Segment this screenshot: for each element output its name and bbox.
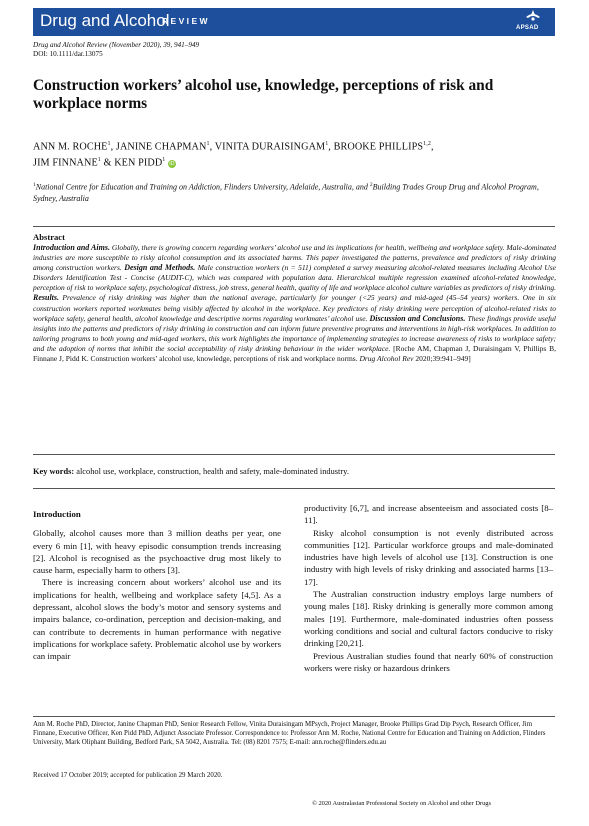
journal-name: Drug and Alcohol	[40, 11, 170, 30]
copyright-notice: © 2020 Australasian Professional Society on Alcohol and other Drugs	[312, 800, 491, 807]
paragraph: Previous Australian studies found that nearly 60% of construction workers were risky or hazardous drinkers	[304, 650, 553, 673]
author-affiliation-mark: 1	[206, 141, 210, 147]
doi-link[interactable]: DOI: 10.1111/dar.13075	[33, 50, 103, 58]
author-name[interactable]: VINITA DURAISINGAM	[214, 141, 326, 153]
abstract-bottom-rule	[33, 454, 555, 455]
body-column-left	[33, 508, 281, 663]
affiliation-1: National Centre for Education and Training on Addiction, Flinders University, Adelaide, Australia, and	[35, 182, 370, 192]
journal-citation: Drug and Alcohol Review (November 2020), 39, 941–949	[33, 41, 200, 49]
author-name[interactable]: JANINE CHAPMAN	[115, 141, 207, 153]
abstract-label-intro: Introduction and Aims.	[33, 243, 110, 252]
apsad-logo-icon	[522, 9, 544, 23]
paragraph: Risky alcohol consumption is not evenly distributed across communities [12]. Particular workforce groups and male-dominated industries have high levels of alcohol use [13]. Construction is one industry with high levels of risky drinking and associated harms [13–17].	[304, 527, 553, 587]
footnote-rule	[33, 716, 555, 717]
abstract-body	[33, 243, 556, 364]
paragraph: There is increasing concern about workers’ alcohol use and its implications for health, wellbeing and workplace safety [4,5]. As a depressant, alcohol slows the body’s motor and sensory systems and impairs balance, co-ordination, perception and decision-making, and can contribute to decrements in human performance with negative implications for workplace safety. Problematic alcohol use by workers can impair	[33, 577, 281, 662]
author-list: ANN M. ROCHE$^1$, JANINE CHAPMAN$^1$, VINITA DURAISINGAM$^1$, BROOKE PHILLIPS$^{1,2}$, JIM FINNANE$^1$ & KEN PIDD$^1$ iD	[33, 141, 434, 169]
keywords	[33, 466, 556, 477]
apsad-logo-text: APSAD	[516, 25, 539, 31]
paragraph: productivity [6,7], and increase absenteeism and associated costs [8–11].	[304, 503, 553, 526]
author-name[interactable]: BROOKE PHILLIPS	[333, 141, 424, 153]
affiliation-2: Building Trades Group Drug and Alcohol Program, Sydney, Australia	[33, 182, 539, 204]
affiliations	[33, 180, 558, 205]
abstract-citation: [Roche AM, Chapman J, Duraisingam V, Phillips B, Finnane J, Pidd K. Construction workers’ alcohol use, knowledge, perceptions of risk and workplace norms.	[33, 343, 556, 364]
author-affiliation-mark: 1	[325, 141, 329, 147]
affiliation-number: 1	[33, 182, 36, 188]
author-affiliation-mark: 1	[162, 157, 166, 164]
section-heading-introduction: Introduction	[33, 509, 81, 519]
abstract-top-rule	[33, 226, 555, 227]
author-name[interactable]: KEN PIDD	[114, 157, 163, 169]
orcid-icon[interactable]: iD	[169, 160, 175, 167]
abstract-design: Male construction workers (n = 511) completed a survey measuring alcohol-related measures including Alcohol Use Disorders Identification Test - Concise (AUDIT-C), which was compared with population data. Hierarchical multiple regression examined alcohol-related knowledge, perception of risk to workplace safety, psychological distress, job stress, general health, quality of life and workplace alcohol culture variables as predictors of risky drinking.	[33, 263, 556, 293]
abstract-label-results: Results.	[33, 293, 60, 303]
received-date: Received 17 October 2019; accepted for publication 29 March 2020.	[33, 772, 223, 779]
author-name[interactable]: JIM FINNANE	[33, 157, 98, 169]
abstract-label-conclusions: Discussion and Conclusions.	[369, 313, 466, 323]
author-affiliation-mark: 1,2	[423, 141, 431, 147]
keywords-bottom-rule	[33, 488, 555, 489]
keywords-text: alcohol use, workplace, construction, health and safety, male-dominated industry.	[74, 467, 349, 476]
journal-review-label: REVIEW	[162, 16, 210, 26]
abstract-intro: Globally, there is growing concern regarding workers’ alcohol use and its implications for health, wellbeing and workplace safety. Male-dominated industries are more susceptible to risky alcohol consumption and its associated harms. This paper investigated the patterns, prevalence and predictors of risky drinking among construction workers.	[33, 243, 557, 273]
abstract-results: Prevalence of risky drinking was higher than the national average, particularly for younger (<25 years) and mid-aged (45–54 years) workers. One in six construction workers reported workmates being visibly affected by alcohol in the workplace. Key predictors of risky drinking were perception of alcohol-related risks to workplace safety, general health, alcohol knowledge and descriptive norms regarding workmates’ alcohol use.	[33, 293, 556, 323]
abstract-citation-journal: Drug Alcohol Rev	[359, 354, 414, 364]
keywords-label: Key words:	[33, 467, 75, 476]
abstract-label-design: Design and Methods.	[124, 263, 196, 273]
article-title: Construction workers’ alcohol use, knowledge, perceptions of risk and workplace norms	[33, 77, 494, 112]
affiliation-number: 2	[369, 182, 373, 188]
author-affiliation-mark: 1	[97, 157, 101, 164]
author-affiliation-mark: 1	[107, 141, 111, 147]
abstract-citation-end: 2020;39:941–949]	[413, 354, 471, 364]
author-name[interactable]: ANN M. ROCHE	[33, 141, 108, 153]
paragraph: Globally, alcohol causes more than 3 million deaths per year, one every 6 min [1], with heavy episodic consumption trends increasing [2]. Alcohol is recognised as the psychoactive drug most likely to cause harm, especially harm to others [3].	[33, 528, 281, 576]
abstract-conclusions: These findings provide useful insights into the patterns and predictors of risky drinking in construction and can inform future preventive programs and interventions in high-risk workplaces. In addition to tailoring programs to both young and mid-aged workers, this work highlights the importance of implementing strategies to increase awareness of risks to workplace safety; and the adoption of norms that inhibit the social acceptability of risky drinking behaviour in the wider workplace.	[33, 313, 556, 353]
abstract-heading: Abstract	[33, 232, 65, 242]
paragraph: The Australian construction industry employs large numbers of young males [18]. Risky drinking is generally more common among males [19]. Furthermore, male-dominated industries often possess working conditions and social and cultural factors conducive to risky drinking [20,21].	[304, 589, 553, 649]
author-footnote: Ann M. Roche PhD, Director, Janine Chapman PhD, Senior Research Fellow, Vinita Duraisingam MPsych, Project Manager, Brooke Phillips Grad Dip Psych, Research Officer, Jim Finnane, Executive Officer, Ken Pidd PhD, Adjunct Associate Professor. Correspondence to: Professor Ann M. Roche, National Centre for Education and Training on Addiction, Flinders University, Mark Oliphant Building, Bedford Park, SA 5042, Australia. Tel: (08) 8201 7575; E-mail: ann.roche@flinders.edu.au	[33, 721, 546, 747]
body-column-right	[304, 502, 553, 674]
